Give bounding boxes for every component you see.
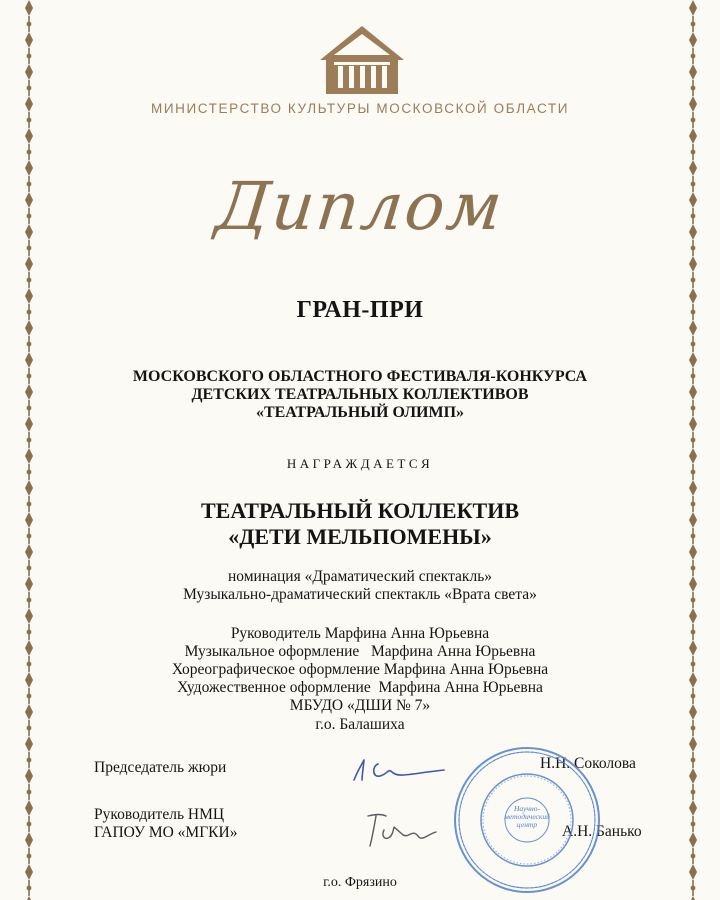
round-stamp: [452, 745, 602, 895]
chair-name: Н.Н. Соколова: [540, 755, 636, 772]
recipient-line-2: «ДЕТИ МЕЛЬПОМЕНЫ»: [228, 524, 492, 549]
credit-art: Художественное оформление Марфина Анна Юрьевна: [177, 679, 543, 696]
nmc-signature: [362, 808, 442, 852]
left-ornament-border: [22, 0, 36, 900]
stamp-center-text: Научно-методический центр: [504, 805, 550, 829]
awarded-label: НАГРАЖДАЕТСЯ: [286, 456, 434, 471]
nmc-label-line-1: Руководитель НМЦ: [94, 806, 225, 823]
festival-line-3: «ТЕАТРАЛЬНЫЙ ОЛИМП»: [255, 404, 465, 421]
nmc-name: А.Н. Банько: [562, 823, 642, 840]
nomination: номинация «Драматический спектакль»: [227, 568, 493, 585]
nmc-label-line-2: ГАПОУ МО «МГКИ»: [94, 824, 238, 841]
credit-music: Музыкальное оформление Марфина Анна Юрьевна: [184, 643, 536, 660]
footer-city: г.о. Фрязино: [323, 875, 397, 890]
right-ornament-border: [686, 0, 700, 900]
credit-choreography: Хореографическое оформление Марфина Анна Юрьевна: [171, 661, 549, 678]
chair-label: Председатель жюри: [94, 759, 227, 776]
award-title: ГРАН-ПРИ: [296, 297, 424, 323]
festival-line-1: МОСКОВСКОГО ОБЛАСТНОГО ФЕСТИВАЛЯ-КОНКУРСА: [132, 368, 588, 385]
credit-leader: Руководитель Марфина Анна Юрьевна: [230, 625, 490, 642]
diploma-title: Диплом: [212, 168, 508, 245]
ministry-name: МИНИСТЕРСТВО КУЛЬТУРЫ МОСКОВСКОЙ ОБЛАСТИ: [150, 101, 570, 116]
festival-line-2: ДЕТСКИХ ТЕАТРАЛЬНЫХ КОЛЛЕКТИВОВ: [191, 386, 529, 403]
recipient-line-1: ТЕАТРАЛЬНЫЙ КОЛЛЕКТИВ: [200, 498, 520, 523]
credit-city: г.о. Балашиха: [315, 716, 405, 733]
chair-signature: [348, 750, 448, 790]
credit-school: МБУДО «ДШИ № 7»: [289, 697, 431, 714]
building-columns-icon: [316, 22, 408, 96]
performance: Музыкально-драматический спектакль «Врата света»: [183, 586, 537, 603]
